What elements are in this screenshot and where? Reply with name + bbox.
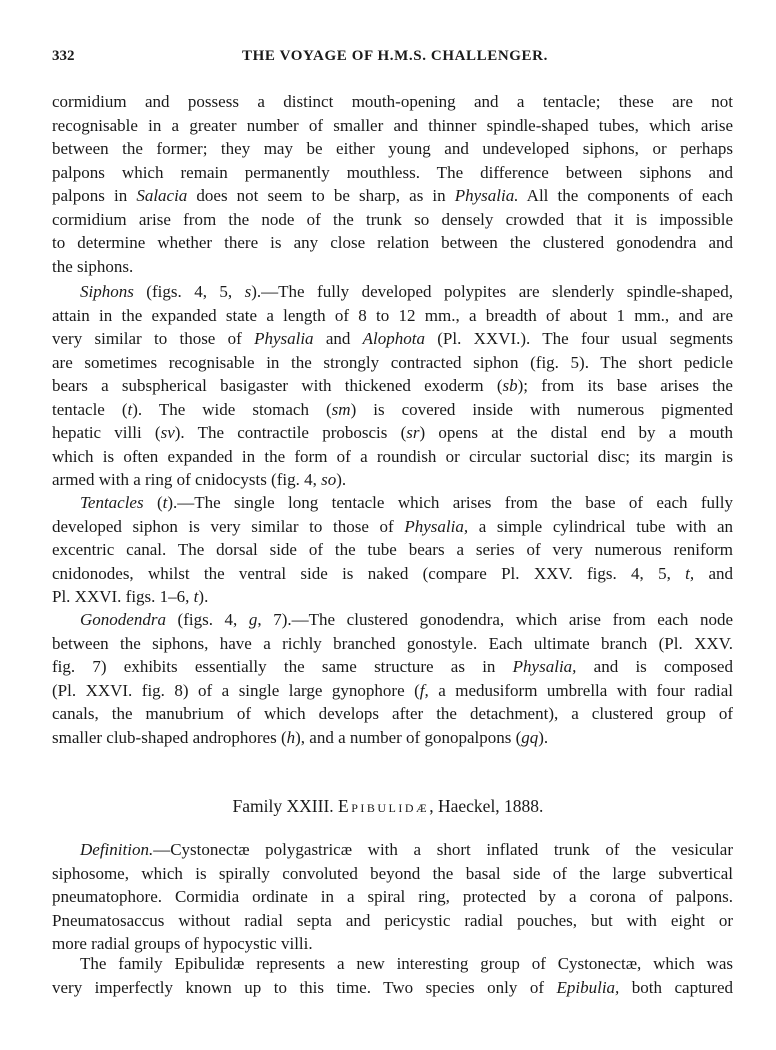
text-segment: more radial groups of hypocystic villi.	[52, 934, 313, 954]
text-segment: both captured	[619, 977, 733, 997]
text-segment: ) is covered inside with numerous pigmented	[350, 399, 733, 419]
text-line	[52, 327, 733, 351]
text-segment: fig. 7) exhibits essentially the same structure as in	[52, 657, 513, 677]
italic-text: sv	[160, 423, 175, 443]
text-line	[52, 280, 733, 304]
text-line	[52, 562, 733, 586]
italic-text: t	[193, 587, 199, 607]
text-segment: canals, the manubrium of which develops after the detachment), a clustered group of	[52, 704, 733, 724]
italic-text: so	[321, 470, 337, 490]
text-segment: cormidium and possess a distinct mouth-opening and a tentacle; these are not	[52, 92, 733, 112]
text-line	[52, 304, 733, 328]
text-line	[52, 374, 733, 398]
text-segment: ). The wide stomach (	[132, 399, 332, 419]
text-segment: (	[143, 493, 163, 513]
text-line	[52, 137, 733, 161]
text-segment: (figs. 4, 5,	[133, 282, 245, 302]
italic-text: h	[286, 727, 296, 747]
text-line	[52, 952, 733, 976]
paragraph-siphons	[52, 280, 733, 492]
text-line	[52, 515, 733, 539]
text-line	[52, 491, 733, 515]
italic-text: t	[127, 399, 133, 419]
text-segment: between the former; they may be either young and undeveloped siphons, or perhaps	[52, 139, 733, 159]
text-line	[52, 184, 733, 208]
text-segment: All the components of each	[518, 186, 733, 206]
text-line	[52, 90, 733, 114]
italic-text: Definition.	[80, 840, 154, 860]
text-segment: hepatic villi (	[52, 423, 161, 443]
text-line	[52, 655, 733, 679]
paragraph-family-intro	[52, 952, 733, 999]
text-segment: palpons in	[52, 186, 137, 206]
text-segment: —Cystonectæ polygastricæ with a short inflated trunk of the vesicular	[153, 840, 733, 860]
text-segment: recognisable in a greater number of smaller and thinner spindle-shaped tubes, which arise	[52, 115, 733, 135]
text-segment: a simple cylindrical tube with an	[468, 516, 733, 536]
italic-text: Alophota	[362, 329, 425, 349]
text-segment: excentric canal. The dorsal side of the tube bears a series of very numerous reniform	[52, 540, 733, 560]
text-segment: a medusiform umbrella with four radial	[428, 680, 733, 700]
heading-family-name: Epibulidæ	[338, 796, 430, 816]
paragraph-tentacles	[52, 491, 733, 609]
text-segment: ).—The single long tentacle which arises from the base of each fully	[167, 493, 733, 513]
italic-text: g	[248, 610, 258, 630]
section-heading	[0, 796, 776, 817]
text-segment: ); from its base arises the	[517, 376, 733, 396]
italic-text: sm	[331, 399, 351, 419]
italic-text: Physalia.	[454, 186, 519, 206]
text-line	[52, 468, 733, 492]
text-line	[52, 421, 733, 445]
heading-prefix: Family XXIII.	[232, 796, 339, 816]
paragraph-intro	[52, 90, 733, 278]
italic-text: Gonodendra	[80, 610, 166, 630]
text-segment: which is often expanded in the form of a roundish or circular suctorial disc; its margin is	[52, 446, 733, 466]
text-line	[52, 909, 733, 933]
text-segment: ).	[538, 727, 549, 747]
text-segment: between the siphons, have a richly branched gonostyle. Each ultimate branch (Pl. XXV.	[52, 633, 733, 653]
paragraph-gonodendra	[52, 608, 733, 749]
text-line	[52, 398, 733, 422]
text-segment: and	[694, 563, 733, 583]
italic-text: s	[244, 282, 252, 302]
text-line	[52, 608, 733, 632]
italic-text: Physalia,	[404, 516, 469, 536]
text-line	[52, 351, 733, 375]
text-segment: and is composed	[576, 657, 733, 677]
text-segment: attain in the expanded state a length of 8 to 12 mm., a breadth of about 1 mm., and are	[52, 305, 733, 325]
text-line	[52, 702, 733, 726]
italic-text: t	[162, 493, 168, 513]
italic-text: Physalia,	[512, 657, 577, 677]
italic-text: Epibulia,	[556, 977, 620, 997]
text-segment: ). The contractile proboscis (	[174, 423, 407, 443]
text-segment: very imperfectly known up to this time. Two species only of	[52, 977, 557, 997]
text-segment: Pl. XXVI. figs. 1–6,	[52, 587, 194, 607]
italic-text: Physalia	[254, 329, 314, 349]
text-segment: does not seem to be sharp, as in	[187, 186, 455, 206]
text-segment: ).	[336, 470, 347, 490]
text-line	[52, 538, 733, 562]
italic-text: Salacia	[136, 186, 188, 206]
italic-text: Siphons	[80, 282, 134, 302]
text-line	[52, 445, 733, 469]
italic-text: sb	[502, 376, 518, 396]
text-segment: Pneumatosaccus without radial septa and pericystic radial pouches, but with eight or	[52, 910, 733, 930]
text-line	[52, 114, 733, 138]
italic-text: gq	[521, 727, 539, 747]
text-segment: ).—The fully developed polypites are slenderly spindle-shaped,	[251, 282, 733, 302]
text-segment: ), and a number of gonopalpons (	[295, 727, 522, 747]
text-segment: tentacle (	[52, 399, 128, 419]
text-line	[52, 231, 733, 255]
text-segment: to determine whether there is any close relation between the clustered gonodendra and	[52, 233, 733, 253]
text-line	[52, 255, 733, 279]
page-number: 332	[52, 48, 75, 64]
text-segment: the siphons.	[52, 256, 134, 276]
text-segment: cnidonodes, whilst the ventral side is naked (compare Pl. XXV. figs. 4, 5,	[52, 563, 686, 583]
text-segment: (Pl. XXVI.). The four usual segments	[425, 329, 733, 349]
text-line	[52, 161, 733, 185]
text-segment: developed siphon is very similar to those of	[52, 516, 405, 536]
text-segment: armed with a ring of cnidocysts (fig. 4,	[52, 470, 322, 490]
running-title: THE VOYAGE OF H.M.S. CHALLENGER.	[242, 48, 548, 64]
text-line	[52, 585, 733, 609]
text-segment: are sometimes recognisable in the strongly contracted siphon (fig. 5). The short pedicle	[52, 352, 733, 372]
text-segment: The family Epibulidæ represents a new interesting group of Cystonectæ, which was	[80, 954, 733, 974]
text-segment: very similar to those of	[52, 329, 255, 349]
text-segment: ).	[198, 587, 209, 607]
text-segment: ) opens at the distal end by a mouth	[419, 423, 733, 443]
text-line	[52, 632, 733, 656]
text-segment: palpons which remain permanently mouthless. The difference between siphons and	[52, 162, 733, 182]
text-segment: (Pl. XXVI. fig. 8) of a single large gynophore (	[52, 680, 420, 700]
text-segment: siphosome, which is spirally convoluted beyond the basal side of the large subvertical	[52, 863, 733, 883]
text-line	[52, 885, 733, 909]
italic-text: sr	[406, 423, 420, 443]
text-line	[52, 726, 733, 750]
text-segment: and	[313, 329, 363, 349]
text-segment: (figs. 4,	[165, 610, 249, 630]
text-line	[52, 838, 733, 862]
text-line	[52, 679, 733, 703]
italic-text: f,	[419, 680, 429, 700]
heading-suffix: , Haeckel, 1888.	[429, 796, 544, 816]
text-segment: cormidium arise from the node of the trunk so densely crowded that it is impossible	[52, 209, 733, 229]
text-line	[52, 976, 733, 1000]
text-line	[52, 862, 733, 886]
paragraph-definition	[52, 838, 733, 956]
text-segment: , 7).—The clustered gonodendra, which arise from each node	[257, 610, 733, 630]
text-segment: bears a subspherical basigaster with thickened exoderm (	[52, 376, 503, 396]
italic-text: Tentacles	[80, 493, 144, 513]
italic-text: t,	[685, 563, 695, 583]
text-segment: smaller club-shaped androphores (	[52, 727, 287, 747]
text-segment: pneumatophore. Cormidia ordinate in a spiral ring, protected by a corona of palpons.	[52, 887, 733, 907]
text-line	[52, 208, 733, 232]
